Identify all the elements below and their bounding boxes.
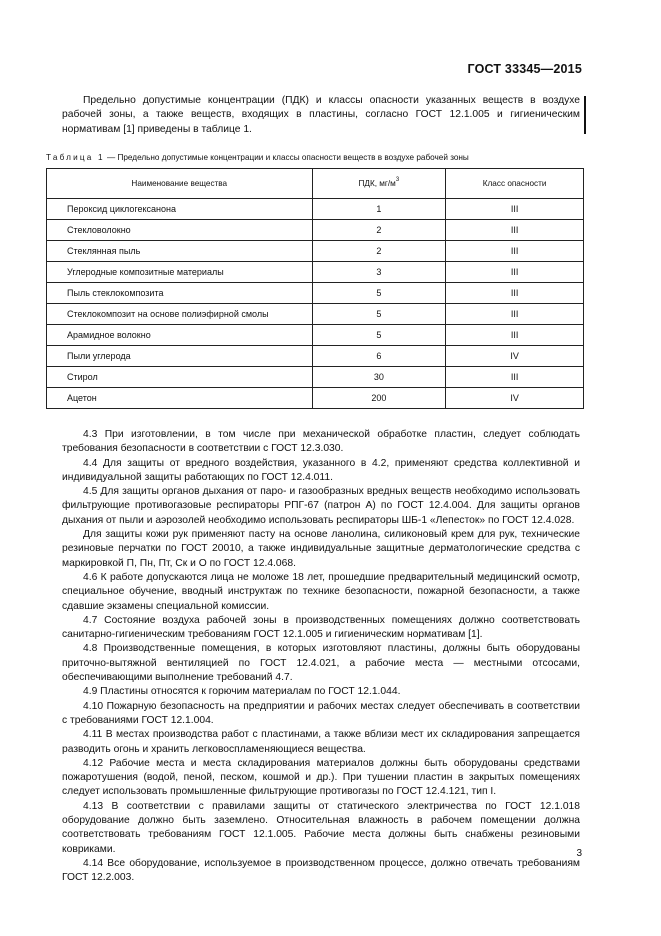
cell-substance-name: Стеклокомпозит на основе полиэфирной смолы [47,304,313,325]
table-row [47,367,584,388]
cell-hazard-class: III [446,199,584,220]
table-caption-text: — Предельно допустимые концентрации и классы опасности веществ в воздухе рабочей зоны [107,153,469,162]
cell-hazard-class: III [446,325,584,346]
intro-paragraph: Предельно допустимые концентрации (ПДК) и классы опасности указанных веществ в воздухе рабочей зоны, а также веществ, входящих в пластины, согласно ГОСТ 12.1.005 и гигиеническим нормативам [1] приведены в таблице 1. [62,95,580,135]
cell-substance-name: Стекловолокно [47,220,313,241]
table-row [47,283,584,304]
header-pdk [312,169,446,199]
table-row [47,220,584,241]
cell-substance-name: Арамидное волокно [47,325,313,346]
cell-hazard-class: III [446,304,584,325]
standard-code-header: ГОСТ 33345—2015 [467,62,582,76]
cell-hazard-class: III [446,262,584,283]
header-pdk-label: ПДК, мг/м [358,179,396,188]
table-header-row [47,169,584,199]
cell-hazard-class: IV [446,346,584,367]
table-row [47,241,584,262]
paragraph-4-12: 4.12 Рабочие места и места складирования материалов должны быть оборудованы средствами пожаротушения (водой, пеной, песком, кошмой и др.). При тушении пластин в закрытых помещениях следует использовать промышленные фильтрующие противогазы по ГОСТ 12.4.121, тип I. [62,757,580,798]
table-row [47,199,584,220]
table-row [47,325,584,346]
header-hazard-class: Класс опасности [446,169,584,199]
cell-hazard-class: III [446,367,584,388]
cell-hazard-class: III [446,283,584,304]
pdk-table [46,168,584,409]
table-row [47,304,584,325]
paragraph-4-13: 4.13 В соответствии с правилами защиты от статического электричества по ГОСТ 12.1.018 оборудование должно быть заземлено. Относительная влажность в рабочем помещении должна соответствовать требованиям ГОСТ 12.1.005. Рабочие места должны быть снабжены резиновыми ковриками. [62,800,580,855]
cell-pdk: 5 [312,325,446,346]
table-caption [46,152,586,163]
header-substance-name: Наименование вещества [47,169,313,199]
paragraph-4-8: 4.8 Производственные помещения, в которых изготовляют пластины, должны быть оборудованы приточно-вытяжной вентиляцией по ГОСТ 12.4.021, а рабочие места — местными отсосами, обеспечивающими выполнение требований 4.7. [62,643,580,684]
cell-hazard-class: III [446,241,584,262]
cell-substance-name: Пыль стеклокомпозита [47,283,313,304]
cell-substance-name: Пероксид циклогексанона [47,199,313,220]
table-caption-label: Таблица 1 [46,153,105,162]
paragraph-4-14: 4.14 Все оборудование, используемое в производственном процессе, должно отвечать требованиям ГОСТ 12.2.003. [62,857,580,884]
cell-pdk: 5 [312,304,446,325]
paragraph-4-7: 4.7 Состояние воздуха рабочей зоны в производственных помещениях должно соответствовать санитарно-гигиеническим требованиям ГОСТ 12.1.005 и гигиеническим нормативам [1]. [62,614,580,641]
cell-substance-name: Ацетон [47,388,313,409]
paragraph-skin-protection: Для защиты кожи рук применяют пасту на основе ланолина, силиконовый крем для рук, технические резиновые перчатки по ГОСТ 20010, а также индивидуальные защитные дерматологические средства с маркировкой П, Пн, Пт, Ск и О по ГОСТ 12.4.068. [62,529,580,569]
cell-substance-name: Пыли углерода [47,346,313,367]
paragraph-4-11: 4.11 В местах производства работ с пластинами, а также вблизи мест их складирования запрещается разводить огонь и хранить легковоспламеняющиеся вещества. [62,729,580,755]
cell-pdk: 30 [312,367,446,388]
table-row [47,388,584,409]
table-row [47,262,584,283]
paragraph-4-9: 4.9 Пластины относятся к горючим материалам по ГОСТ 12.1.044. [83,686,401,698]
table-row [47,346,584,367]
change-bar [584,96,586,134]
paragraph-4-3: 4.3 При изготовлении, в том числе при механической обработке пластин, следует соблюдать требования безопасности в соответствии с ГОСТ 12.3.030. [62,429,580,455]
page-number: 3 [576,848,582,859]
cell-pdk: 2 [312,241,446,262]
cell-substance-name: Стирол [47,367,313,388]
body-section [62,428,580,886]
cell-substance-name: Углеродные композитные материалы [47,262,313,283]
cell-pdk: 200 [312,388,446,409]
cell-pdk: 3 [312,262,446,283]
cell-pdk: 2 [312,220,446,241]
cell-pdk: 6 [312,346,446,367]
cell-pdk: 5 [312,283,446,304]
cell-substance-name: Стеклянная пыль [47,241,313,262]
cell-pdk: 1 [312,199,446,220]
header-pdk-superscript: 3 [395,177,400,183]
cell-hazard-class: IV [446,388,584,409]
paragraph-4-5: 4.5 Для защиты органов дыхания от паро- и газообразных вредных веществ необходимо использовать фильтрующие противогазовые респираторы РПГ-67 (патрон А) по ГОСТ 12.4.004. Для защиты органов дыхания от пыли и аэрозолей необходимо использовать респираторы ШБ-1 «Лепесток» по ГОСТ 12.4.028. [62,486,580,526]
paragraph-4-6: 4.6 К работе допускаются лица не моложе 18 лет, прошедшие предварительный медицинский осмотр, специальное обучение, вводный инструктаж по технике безопасности, пожарной безопасности, а также сдавшие экзамены специальной комиссии. [62,571,580,612]
cell-hazard-class: III [446,220,584,241]
paragraph-4-10: 4.10 Пожарную безопасность на предприятии и рабочих местах следует обеспечивать в соответствии с требованиями ГОСТ 12.1.004. [62,700,580,726]
paragraph-4-4: 4.4 Для защиты от вредного воздействия, указанного в 4.2, применяют средства коллективной и индивидуальной защиты работающих по ГОСТ 12.4.011. [62,457,580,483]
